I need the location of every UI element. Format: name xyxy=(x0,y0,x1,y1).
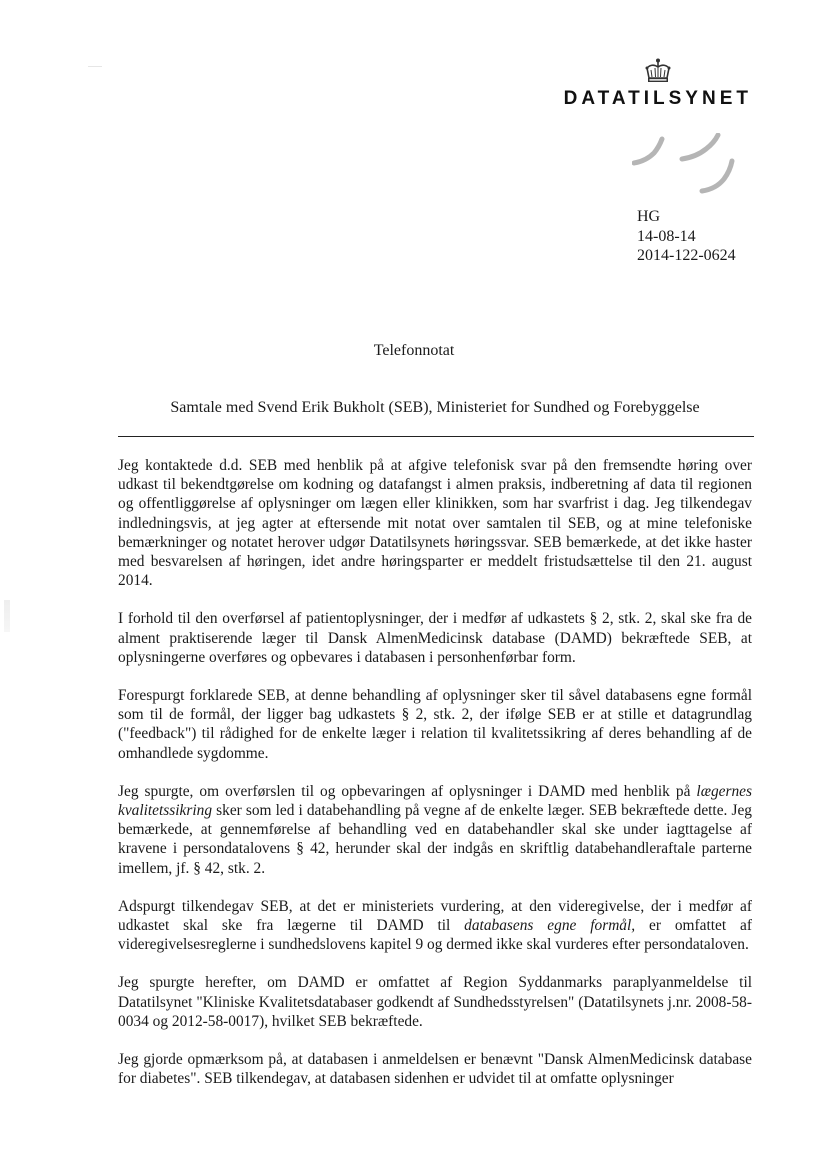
emphasis-text: lægernes kvalitetssikring xyxy=(118,782,752,820)
case-number: 2014-122-0624 xyxy=(637,247,736,264)
paragraph xyxy=(118,897,752,955)
paragraph: Jeg gjorde opmærksom på, at databasen i anmeldelsen er benævnt "Dansk AlmenMedicinsk database for diabetes". SEB tilkendegav, at databasen sidenhen er udvidet til at omfatte oplysninger xyxy=(118,1051,752,1088)
document-date: 14-08-14 xyxy=(637,227,696,245)
brand-name: DATATILSYNET xyxy=(563,88,752,109)
crown-icon xyxy=(643,58,673,86)
paragraph xyxy=(118,782,752,878)
document-body xyxy=(118,456,752,1107)
letterhead-logo xyxy=(564,58,752,110)
paragraph-text: er omfattet af videregivelsesreglerne i sundhedslovens kapitel 9 og dermed ikke skal vurderes efter persondataloven. xyxy=(118,917,752,954)
paragraph-text: sker som led i databehandling på vegne af de enkelte læger. SEB bekræftede dette. Jeg bemærkede, at gennemførelse af behandling ved en databehandler skal ske under iagttagelse af kravene i persondatalovens § 42, herunder skal der indgås en skriftlig databehandleraftale parterne imellem, jf. § 42, stk. 2. xyxy=(118,802,752,877)
paragraph-text: Jeg spurgte, om overførslen til og opbevaringen af oplysninger i DAMD med henblik på xyxy=(118,782,697,800)
paragraph: Jeg kontaktede d.d. SEB med henblik på at afgive telefonisk svar på den fremsendte høring over udkast til bekendtgørelse om kodning og datafangst i almen praksis, indberetning af data til regionen og offentliggørelse af oplysninger om lægen eller klinikken, som har svarfrist i dag. Jeg tilkendegav indledningsvis, at jeg agter at eftersende mit notat over samtalen til SEB, og at mine telefoniske bemærkninger og notatet herover udgør Datatilsynets høringssvar. SEB bemærkede, at det ikke haster med besvarelsen af høringen, idet andre høringsparter er meddelt fristudsættelse til den 21. august 2014. xyxy=(118,457,752,590)
emphasis-text: databasens egne formål, xyxy=(464,917,636,935)
document-meta xyxy=(637,207,736,266)
paragraph: Jeg spurgte herefter, om DAMD er omfattet af Region Syddanmarks paraplyanmeldelse til Datatilsynet "Kliniske Kvalitetsdatabaser godkendt af Sundhedsstyrelsen" (Datatilsynets j.nr. 2008-58-0034 og 2012-58-0017), hvilket SEB bekræftede. xyxy=(118,974,752,1030)
paragraph: I forhold til den overførsel af patientoplysninger, der i medfør af udkastets § 2, stk. 2, skal ske fra de alment praktiserende læger til Dansk AlmenMedicinsk database (DAMD) bekræftede SEB, at oplysningerne overføres og opbevares i databasen i personhenførbar form. xyxy=(118,610,752,666)
document-title: Telefonnotat xyxy=(373,342,455,359)
handwritten-initials xyxy=(632,133,742,203)
initials: HG xyxy=(637,208,661,225)
document-subtitle: Samtale med Svend Erik Bukholt (SEB), Ministeriet for Sundhed og Forebyggelse xyxy=(170,399,700,416)
divider xyxy=(118,436,754,437)
paragraph: Forespurgt forklarede SEB, at denne behandling af oplysninger sker til såvel databasens egne formål som til de formål, der ligger bag udkastets § 2, stk. 2, der ifølge SEB er at stille et datagrundlag ("feedback") til rådighed for de enkelte læger i relation til kvalitetssikring af deres behandling af de omhandlede sygdomme. xyxy=(118,687,752,762)
scan-artifact xyxy=(88,66,102,67)
paragraph-text: Adspurgt tilkendegav SEB, at det er ministeriets vurdering, at den videregivelse, der i medfør af udkastet skal ske fra lægerne til DAMD til xyxy=(118,897,752,935)
scan-artifact xyxy=(4,600,10,632)
